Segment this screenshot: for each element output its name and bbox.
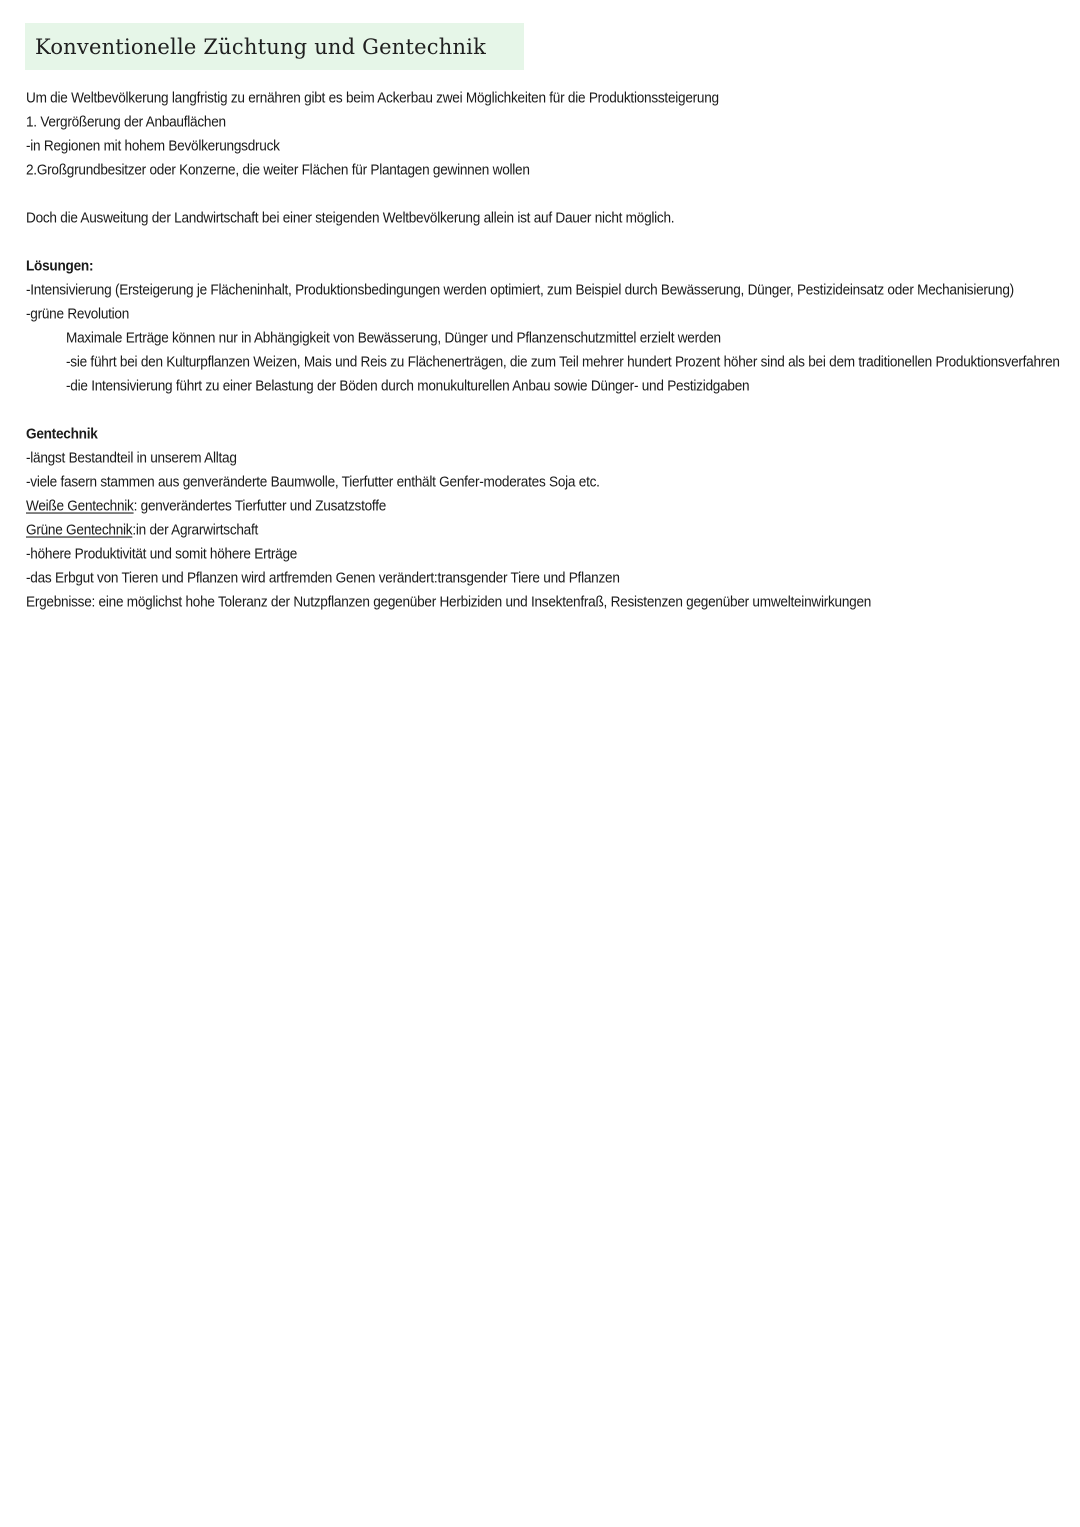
title-box	[25, 23, 524, 70]
weisse-gentechnik-line	[26, 493, 1056, 519]
intro-line: Um die Weltbevölkerung langfristig zu ernähren gibt es beim Ackerbau zwei Möglichkeiten für die Produktionssteigerung	[26, 89, 719, 106]
document-body	[26, 86, 1060, 614]
spacer	[26, 182, 1056, 206]
solutions-heading: Lösungen:	[26, 257, 94, 274]
gentechnik-line: -das Erbgut von Tieren und Pflanzen wird artfremden Genen verändert:transgender Tiere und Pflanzen	[26, 569, 620, 586]
gruene-gentechnik-label: Grüne Gentechnik	[26, 521, 133, 538]
intro-line: 2.Großgrundbesitzer oder Konzerne, die weiter Flächen für Plantagen gewinnen wollen	[26, 161, 530, 178]
solutions-subitem: -sie führt bei den Kulturpflanzen Weizen, Mais und Reis zu Flächenerträgen, die zum Teil mehrer hundert Prozent höher sind als bei dem traditionellen Produktionsverfahren	[66, 353, 1060, 370]
gruene-gentechnik-line	[26, 517, 1056, 543]
statement-line: Doch die Ausweitung der Landwirtschaft bei einer steigenden Weltbevölkerung allein ist auf Dauer nicht möglich.	[26, 209, 675, 226]
page-title: Konventionelle Züchtung und Gentechnik	[35, 34, 487, 59]
gentechnik-line: -höhere Produktivität und somit höhere Erträge	[26, 545, 298, 562]
weisse-gentechnik-label: Weiße Gentechnik	[26, 497, 134, 514]
gentechnik-line: -viele fasern stammen aus genveränderte Baumwolle, Tierfutter enthält Genfer-moderates Soja etc.	[26, 473, 600, 490]
solutions-subitem: -die Intensivierung führt zu einer Belastung der Böden durch monukulturellen Anbau sowie Dünger- und Pestizidgaben	[66, 377, 750, 394]
spacer	[26, 398, 1056, 422]
spacer	[26, 230, 1056, 254]
intro-line: -in Regionen mit hohem Bevölkerungsdruck	[26, 137, 280, 154]
gentechnik-line: -längst Bestandteil in unserem Alltag	[26, 449, 237, 466]
solutions-item: -Intensivierung (Ersteigerung je Flächeninhalt, Produktionsbedingungen werden optimiert, zum Beispiel durch Bewässerung, Dünger, Pestizideinsatz oder Mechanisierung)	[26, 281, 1014, 298]
solutions-subitem: Maximale Erträge können nur in Abhängigkeit von Bewässerung, Dünger und Pflanzenschutzmittel erzielt werden	[66, 329, 721, 346]
weisse-gentechnik-text: : genverändertes Tierfutter und Zusatzstoffe	[133, 497, 387, 514]
solutions-item: -grüne Revolution	[26, 305, 130, 322]
gentechnik-results-line: Ergebnisse: eine möglichst hohe Toleranz der Nutzpflanzen gegenüber Herbiziden und Insektenfraß, Resistenzen gegenüber umwelteinwirkungen	[26, 593, 872, 610]
intro-line: 1. Vergrößerung der Anbauflächen	[26, 113, 226, 130]
gentechnik-heading: Gentechnik	[26, 425, 98, 442]
gruene-gentechnik-text: :in der Agrarwirtschaft	[132, 521, 259, 538]
